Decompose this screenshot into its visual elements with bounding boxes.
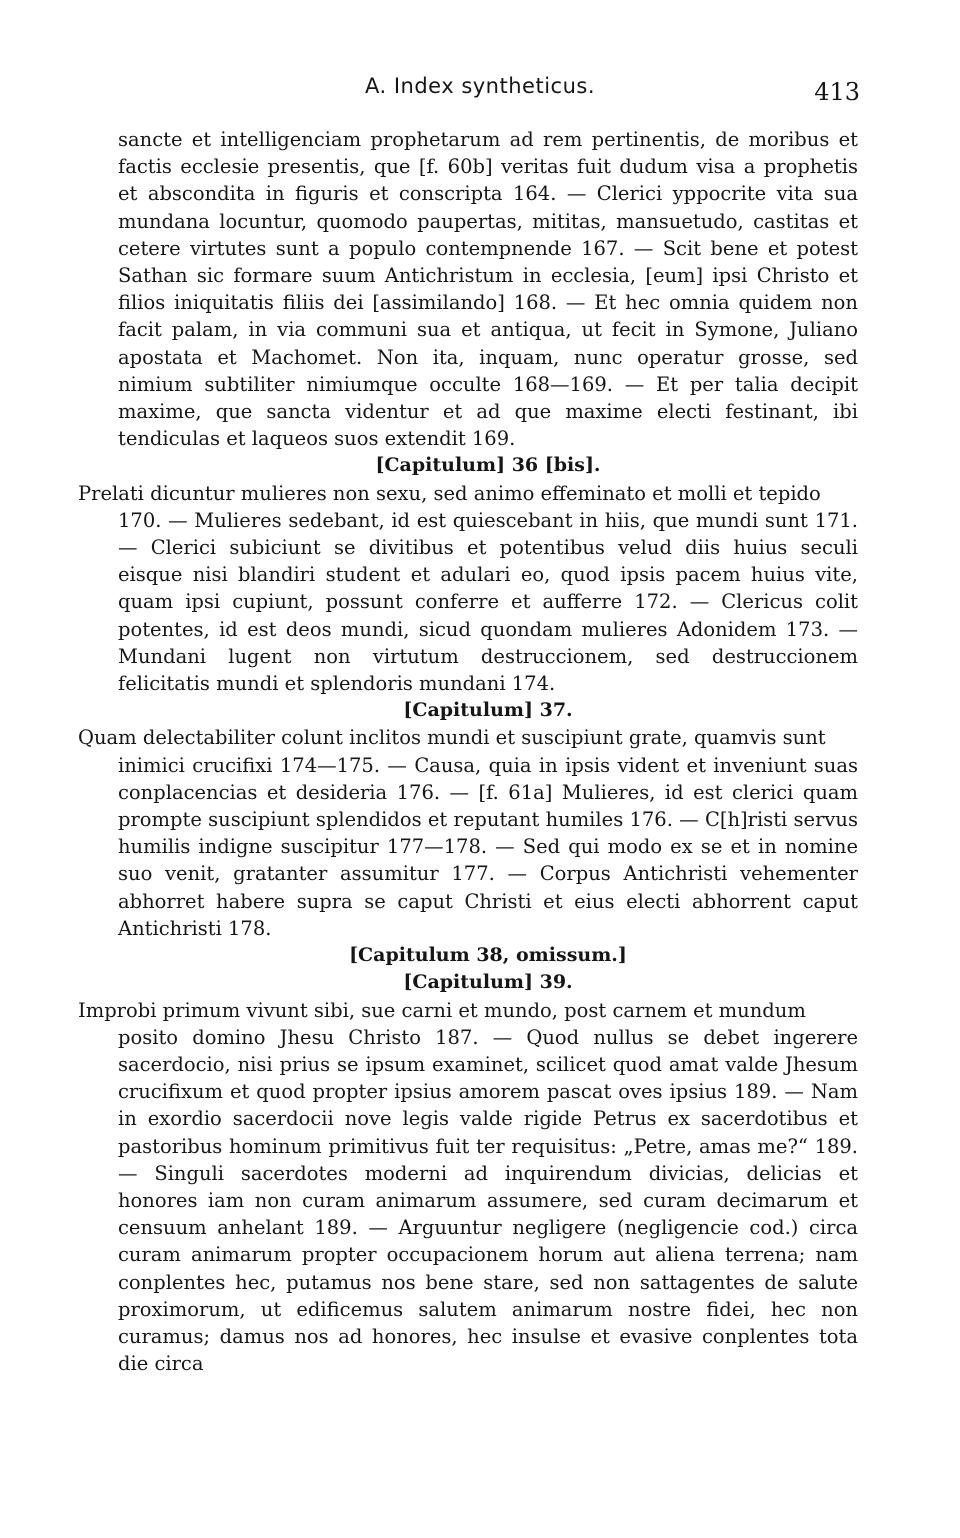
body-text	[78, 126, 858, 1377]
chapter-37-text: inimici crucifixi 174—175. — Causa, quia in ipsis vident et inveniunt suas conplacencias et desideria 176. — [f. 61a] Mulieres, id est clerici quam prompte suscipiunt splendidos et reputant humiles 176. — C[h]risti servus humilis indigne suscipitur 177—178. — Sed qui modo ex se et in nomine suo venit, gratanter assumitur 177. — Corpus Antichristi vehementer abhorret habere supra se caput Christi et eius electi abhorrent caput Antichristi 178.	[118, 753, 858, 940]
chapter-heading-37: [Capitulum] 37.	[403, 699, 573, 722]
chapter-39-first-line: Improbi primum vivunt sibi, sue carni et mundo, post carnem et mundum	[78, 998, 806, 1022]
chapter-heading-38-omitted: [Capitulum 38, omissum.]	[349, 944, 627, 967]
chapter-heading-39: [Capitulum] 39.	[403, 971, 573, 994]
chapter-heading-36-bis: [Capitulum] 36 [bis].	[375, 454, 601, 477]
running-title: A. Index syntheticus.	[364, 74, 595, 98]
intro-paragraph: sancte et intelligenciam prophetarum ad rem pertinentis, de moribus et factis ecclesie presentis, que [f. 60b] veritas fuit dudum visa a prophetis et abscondita in figuris et conscripta 164. — Clerici yppocrite vita sua mundana locuntur, quomodo paupertas, mititas, mansuetudo, castitas et cetere virtutes sunt a populo contempnende 167. — Scit bene et potest Sathan sic formare suum Antichristum in ecclesia, [eum] ipsi Christo et filios iniquitatis filiis dei [assimilando] 168. — Et hec omnia quidem non facit palam, in via communi sua et antiqua, ut fecit in Symone, Juliano apostata et Machomet. Non ita, inquam, nunc operatur grosse, sed nimium subtiliter nimiumque occulte 168—169. — Et per talia decipit maxime, que sancta videntur et ad que maxime electi festinant, ibi tendiculas et laqueos suos extendit 169.	[118, 128, 858, 451]
page-number: 413	[814, 78, 860, 106]
chapter-37-first-line: Quam delectabiliter colunt inclitos mundi et suscipiunt grate, quamvis sunt	[78, 726, 826, 750]
chapter-36-text: 170. — Mulieres sedebant, id est quiescebant in hiis, que mundi sunt 171. — Clerici subiciunt se divitibus et potentibus velud diis huius seculi eisque nisi blandiri student et adulari eo, quod ipsis pacem huius vite, quam ipsi cupiunt, possunt conferre et aufferre 172. — Clericus colit potentes, id est deos mundi, sicud quondam mulieres Adonidem 173. — Mundani lugent non virtutum destruccionem, sed destruccionem felicitatis mundi et splendoris mundani 174.	[118, 508, 858, 696]
chapter-36-first-line: Prelati dicuntur mulieres non sexu, sed animo effeminato et molli et tepido	[78, 481, 821, 505]
chapter-39-text: posito domino Jhesu Christo 187. — Quod nullus se debet ingerere sacerdocio, nisi prius se ipsum examinet, scilicet quod amat valde Jhesum crucifixum et quod propter ipsius amorem pascat oves ipsius 189. — Nam in exordio sacerdocii nove legis valde rigide Petrus ex sacerdotibus et pastoribus hominum primitivus fuit ter requisitus: „Petre, amas me?“ 189. — Singuli sacerdotes moderni ad inquirendum divicias, delicias et honores iam non curam animarum assumere, sed curam decimarum et censuum anhelant 189. — Arguuntur negligere (negligencie cod.) circa curam animarum propter occupacionem horum aut aliena terrena; nam conplentes hec, putamus nos bene stare, sed non sattagentes de salute proximorum, ut edificemus salutem animarum nostre fidei, hec non curamus; damus nos ad honores, hec insulse et evasive conplentes tota die circa	[118, 1025, 858, 1376]
